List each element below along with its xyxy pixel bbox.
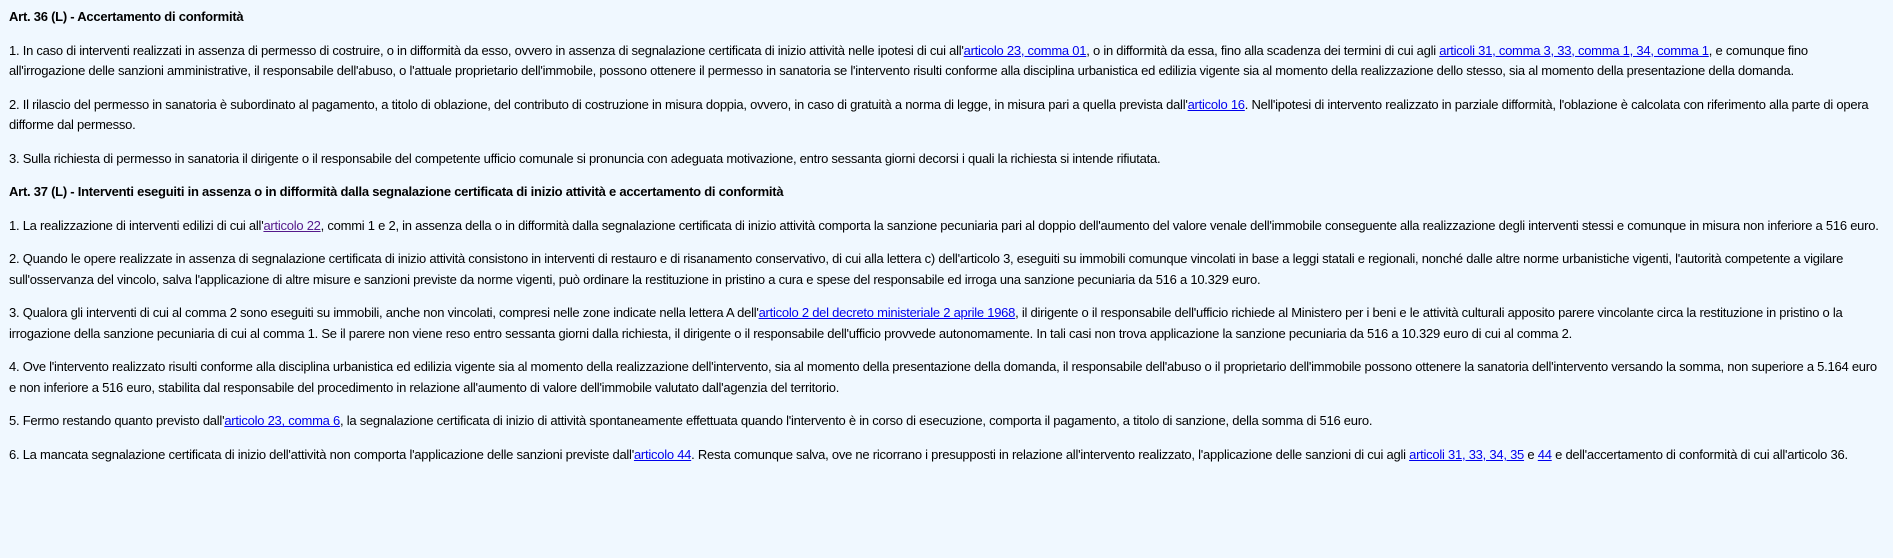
text-segment: 2. Il rilascio del permesso in sanatoria è subordinato al pagamento, a titolo di oblazione, del contributo di costruzione in misura doppia, ovvero, in caso di gratuità a norma di legge, in misura pari a quella prevista dall' [9,96,1188,112]
paragraph [9,95,1884,136]
text-segment: e dell'accertamento di conformità di cui all'articolo 36. [1551,446,1848,462]
article-link[interactable]: articolo 2 del decreto ministeriale 2 aprile 1968 [758,305,1016,321]
article-link[interactable]: articolo 44 [633,446,692,462]
text-segment: 2. Quando le opere realizzate in assenza di segnalazione certificata di inizio attività consistono in interventi di restauro e di risanamento conservativo, di cui alla lettera c) dell'articolo 3, eseguiti su immobili comunque vincolati in base a leggi statali e regionali, nonché dalle altre norme urbanistiche vigenti, l'autorità competente a vigilare sull'osservanza del vincolo, salva l'applicazione di altre misure e sanzioni previste da norme vigenti, può ordinare la restituzione in pristino a cura e spese del responsabile ed irroga una sanzione pecuniaria da 516 a 10.329 euro. [9,251,1844,287]
article-link[interactable]: articolo 23, comma 6 [224,413,340,429]
text-segment: 4. Ove l'intervento realizzato risulti conforme alla disciplina urbanistica ed edilizia vigente sia al momento della realizzazione dell'intervento, sia al momento della presentazione della domanda, il responsabile dell'abuso o il proprietario dell'immobile possono ottenere la sanatoria dell'intervento versando la somma, non superiore a 5.164 euro e non inferiore a 516 euro, stabilita dal responsabile del procedimento in relazione all'aumento di valore dell'immobile valutato dall'agenzia del territorio. [9,359,1877,395]
article-link[interactable]: 44 [1537,446,1552,462]
article-link[interactable]: articolo 23, comma 01 [963,42,1087,58]
text-segment: 3. Qualora gli interventi di cui al comma 2 sono eseguiti su immobili, anche non vincolati, compresi nelle zone indicate nella lettera A dell' [9,305,759,321]
text-segment: , o in difformità da essa, fino alla scadenza dei termini di cui agli [1086,42,1440,58]
paragraph [9,149,1884,170]
document-sections [9,7,1884,466]
article-section-art-37 [9,182,1884,465]
paragraph [9,411,1884,432]
text-segment: , il dirigente o il responsabile dell'ufficio richiede al Ministero per i beni e le attività culturali apposito parere vincolante circa la restituzione in pristino o la irrogazione della sanzione pecuniaria di cui al comma 1. Se il parere non viene reso entro sessanta giorni dalla richiesta, il dirigente o il responsabile dell'ufficio provvede autonomamente. In tali casi non trova applicazione la sanzione pecuniaria da 516 a 10.329 euro di cui al comma 2. [9,305,1843,341]
article-link[interactable]: articolo 16 [1187,96,1245,112]
text-segment: e [1524,446,1538,462]
article-heading: Art. 36 (L) - Accertamento di conformità [9,9,244,24]
text-segment: 1. In caso di interventi realizzati in assenza di permesso di costruire, o in difformità da esso, ovvero in assenza di segnalazione certificata di inizio attività nelle ipotesi di cui all' [9,42,964,58]
text-segment: 3. Sulla richiesta di permesso in sanatoria il dirigente o il responsabile del competente ufficio comunale si pronuncia con adeguata motivazione, entro sessanta giorni decorsi i quali la richiesta si intende rifiutata. [9,150,1161,166]
article-link[interactable]: articoli 31, 33, 34, 35 [1409,446,1525,462]
paragraph [9,357,1884,398]
article-section-art-36 [9,7,1884,169]
article-link[interactable]: articolo 22 [263,217,321,233]
paragraph [9,249,1884,290]
text-segment: . Nell'ipotesi di intervento realizzato in parziale difformità, l'oblazione è calcolata con riferimento alla parte di opera difforme dal permesso. [9,96,1869,133]
text-segment: . Resta comunque salva, ove ne ricorrano i presupposti in relazione all'intervento realizzato, l'applicazione delle sanzioni di cui agli [691,446,1410,462]
text-segment: 1. La realizzazione di interventi edilizi di cui all' [9,217,264,233]
text-segment: 6. La mancata segnalazione certificata di inizio dell'attività non comporta l'applicazione delle sanzioni previste dall' [9,446,634,462]
paragraph [9,445,1884,466]
article-heading: Art. 37 (L) - Interventi eseguiti in assenza o in difformità dalla segnalazione certificata di inizio attività e accertamento di conformità [9,184,784,200]
paragraph [9,303,1884,344]
text-segment: , e comunque fino all'irrogazione delle sanzioni amministrative, il responsabile dell'abuso, o l'attuale proprietario dell'immobile, possono ottenere il permesso in sanatoria se l'intervento risulti conforme alla disciplina urbanistica ed edilizia vigente sia al momento della realizzazione dello stesso, sia al momento della presentazione della domanda. [9,42,1808,79]
paragraph [9,216,1884,237]
text-segment: , la segnalazione certificata di inizio di attività spontaneamente effettuata quando l'intervento è in corso di esecuzione, comporta il pagamento, a titolo di sanzione, della somma di 516 euro. [339,413,1373,429]
legal-document [9,7,1884,466]
article-link[interactable]: articoli 31, comma 3, 33, comma 1, 34, comma 1 [1439,42,1709,58]
paragraph [9,41,1884,82]
text-segment: 5. Fermo restando quanto previsto dall' [9,413,225,429]
text-segment: , commi 1 e 2, in assenza della o in difformità dalla segnalazione certificata di inizio attività comporta la sanzione pecuniaria pari al doppio dell'aumento del valore venale dell'immobile conseguente alla realizzazione degli interventi stessi e comunque in misura non inferiore a 516 euro. [320,217,1879,233]
